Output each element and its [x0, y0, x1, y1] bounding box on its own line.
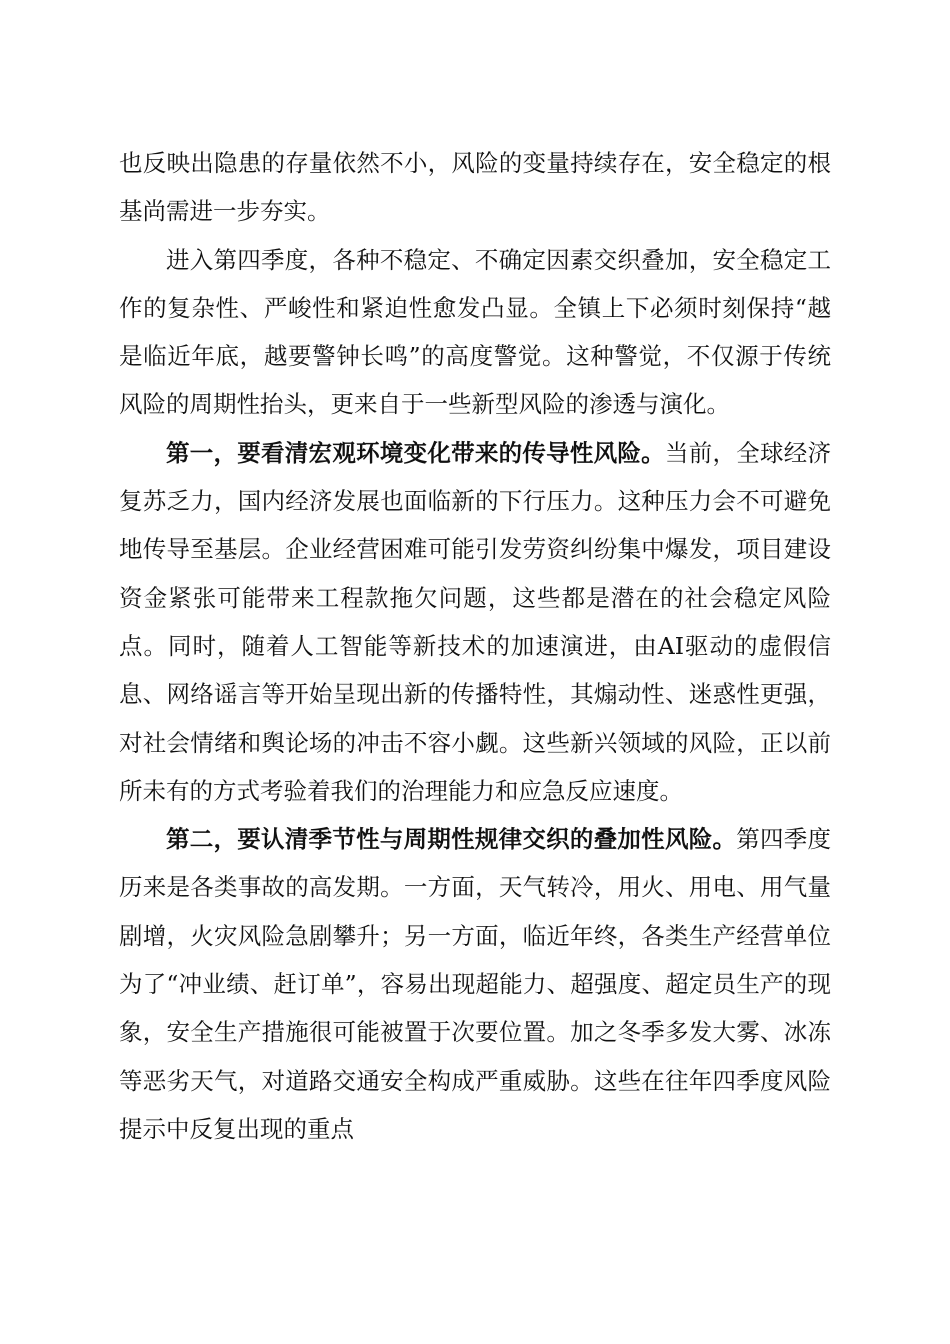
- paragraph-lead-heading: 第二，要认清季节性与周期性规律交织的叠加性风险。: [166, 825, 737, 854]
- paragraph-text: 进入第四季度，各种不稳定、不确定因素交织叠加，安全稳定工作的复杂性、严峻性和紧迫性愈发凸显。全镇上下必须时刻保持“越是临近年底，越要警钟长鸣”的高度警觉。这种警觉，不仅源于传统风险的周期性抬头，更来自于一些新型风险的渗透与演化。: [119, 245, 831, 419]
- paragraph-text: 也反映出隐患的存量依然不小，风险的变量持续存在，安全稳定的根基尚需进一步夯实。: [119, 149, 831, 226]
- paragraph-fourth-quarter-intro: [119, 236, 831, 429]
- paragraph-second-point: [119, 815, 831, 1153]
- paragraph-first-point: [119, 429, 831, 815]
- paragraph-continuation: [119, 139, 831, 236]
- paragraph-lead-heading: 第一，要看清宏观环境变化带来的传导性风险。: [166, 438, 665, 467]
- document-body: [119, 139, 831, 1153]
- paragraph-text: 第四季度历来是各类事故的高发期。一方面，天气转冷，用火、用电、用气量剧增，火灾风险急剧攀升；另一方面，临近年终，各类生产经营单位为了“冲业绩、赶订单”，容易出现超能力、超强度、超定员生产的现象，安全生产措施很可能被置于次要位置。加之冬季多发大雾、冰冻等恶劣天气，对道路交通安全构成严重威胁。这些在往年四季度风险提示中反复出现的重点: [119, 825, 832, 1143]
- paragraph-text: 当前，全球经济复苏乏力，国内经济发展也面临新的下行压力。这种压力会不可避免地传导至基层。企业经营困难可能引发劳资纠纷集中爆发，项目建设资金紧张可能带来工程款拖欠问题，这些都是潜在的社会稳定风险点。同时，随着人工智能等新技术的加速演进，由AI驱动的虚假信息、网络谣言等开始呈现出新的传播特性，其煽动性、迷惑性更强，对社会情绪和舆论场的冲击不容小觑。这些新兴领域的风险，正以前所未有的方式考验着我们的治理能力和应急反应速度。: [119, 438, 832, 805]
